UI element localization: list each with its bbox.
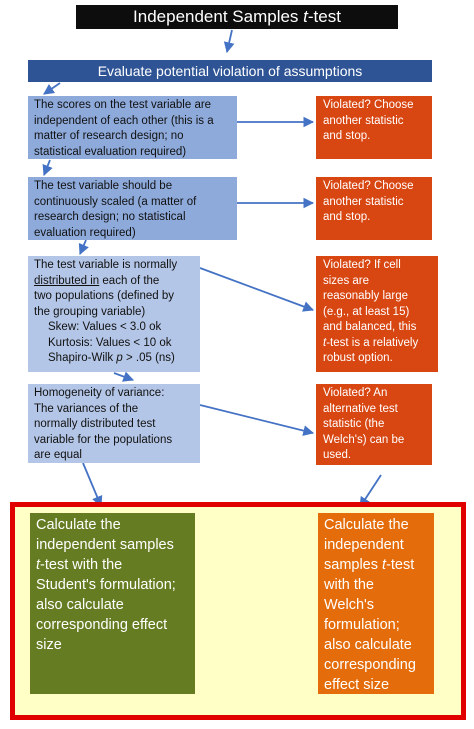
assumption-homogeneity: Homogeneity of variance: The variances of the normally distributed test variable for the populations are equal xyxy=(28,384,200,463)
page-title: Independent Samples t-test xyxy=(76,5,398,29)
violation-normality: Violated? If cell sizes are reasonably large (e.g., at least 15) and balanced, this t-test is a relatively robust option. xyxy=(316,256,438,372)
arrow-normality-to-violation xyxy=(200,268,313,310)
arrow-homogeneity-to-violation xyxy=(200,405,313,433)
violation-continuous-scale: Violated? Choose another statistic and stop. xyxy=(316,177,432,240)
assumption-independence: The scores on the test variable are independent of each other (this is a matter of research design; no statistical evaluation required) xyxy=(28,96,237,159)
arrow-title-to-evaluate xyxy=(227,30,232,52)
evaluate-assumptions-banner: Evaluate potential violation of assumptions xyxy=(28,60,432,82)
arrow-evaluate-to-independence xyxy=(44,83,60,94)
arrow-scaled-to-normality xyxy=(80,240,86,254)
arrow-independence-to-scaled xyxy=(44,160,50,175)
assumption-continuous-scale: The test variable should be continuously scaled (a matter of research design; no statistical evaluation required) xyxy=(28,177,237,240)
violation-independence: Violated? Choose another statistic and stop. xyxy=(316,96,432,159)
violation-homogeneity: Violated? An alternative test statistic (the Welch's) can be used. xyxy=(316,384,432,465)
arrow-homogeneity-to-student xyxy=(83,463,101,506)
student-t-test-box: Calculate the independent samples t-test with the Student's formulation; also calculate corresponding effect size xyxy=(30,513,195,694)
welch-t-test-box: Calculate the independent samples t-test with the Welch's formulation; also calculate corresponding effect size xyxy=(318,513,434,694)
arrow-normality-to-homogeneity xyxy=(114,373,133,380)
assumption-normality: The test variable is normally distributed in each of the two populations (defined by the grouping variable) Skew: Values < 3.0 ok Kurtosis: Values < 10 ok Shapiro-Wilk p > .05 (ns) xyxy=(28,256,200,372)
